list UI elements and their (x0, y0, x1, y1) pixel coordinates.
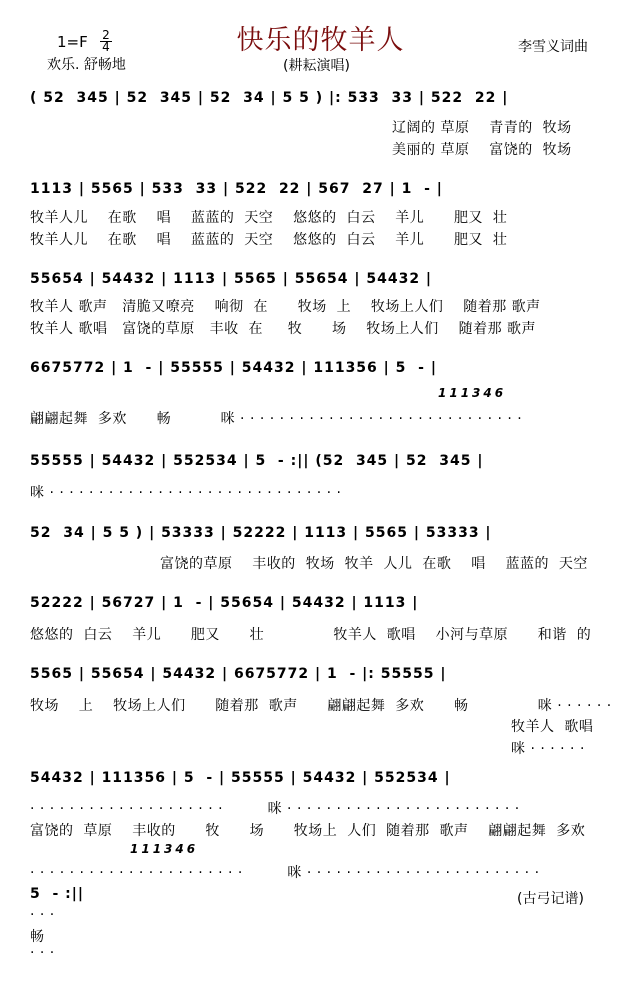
lyric-line: 辽阔的 草原 青青的 牧场 (392, 120, 572, 136)
notation-line: 55555 | 54432 | 552534 | 5 - :|| (52 345 | 52 345 | (30, 453, 484, 469)
time-signature-bottom: 4 (100, 41, 112, 53)
lyric-line: 翩翩起舞 多欢 畅 咪 · · · · · · · · · · · · · · · · · · · · · · · · · · · · · (30, 411, 523, 427)
notation-line: 54432 | 111356 | 5 - | 55555 | 54432 | 552534 | (30, 770, 451, 786)
notation-line: 1113 | 5565 | 533 33 | 522 22 | 567 27 | 1 - | (30, 181, 443, 197)
lyric-line: 富饶的 草原 丰收的 牧 场 牧场上 人们 随着那 歌声 翩翩起舞 多欢 (30, 823, 586, 839)
lyric-line: 牧羊人 歌唱 富饶的草原 丰收 在 牧 场 牧场上人们 随着那 歌声 (30, 321, 537, 337)
notation-line: 6675772 | 1 - | 55555 | 54432 | 111356 | 5 - | (30, 360, 437, 376)
lyric-line: 牧场 上 牧场上人们 随着那 歌声 翩翩起舞 多欢 畅 咪 · · · · · · (30, 698, 612, 714)
notation-line: 5565 | 55654 | 54432 | 6675772 | 1 - |: 55555 | (30, 666, 447, 682)
time-signature-top: 2 (102, 28, 110, 42)
dotted-line: · · · (30, 945, 55, 961)
dotted-line: · · · · · · · · · · · · · · · · · · · · 咪 · · · · · · · · · · · · · · · · · · · · · · · · (30, 801, 520, 817)
lyric-line: 美丽的 草原 富饶的 牧场 (392, 142, 572, 158)
notation-line: 52222 | 56727 | 1 - | 55654 | 54432 | 1113 | (30, 595, 419, 611)
lyric-line: 牧羊人儿 在歌 唱 蓝蓝的 天空 悠悠的 白云 羊儿 肥又 壮 (30, 232, 508, 248)
alt-notation: 111346 (130, 842, 199, 856)
lyric-line-extra: 咪 · · · · · · (511, 741, 585, 757)
key-signature: 1=F (57, 33, 88, 51)
lyric-line: 咪 · · · · · · · · · · · · · · · · · · · · · · · · · · · · · · (30, 485, 342, 501)
lyric-line: 牧羊人 歌声 清脆又嘹亮 响彻 在 牧场 上 牧场上人们 随着那 歌声 (30, 299, 541, 315)
notation-line: 55654 | 54432 | 1113 | 5565 | 55654 | 54432 | (30, 271, 433, 287)
tempo-marking: 欢乐. 舒畅地 (47, 57, 126, 73)
lyric-line: 富饶的草原 丰收的 牧场 牧羊 人儿 在歌 唱 蓝蓝的 天空 (160, 556, 588, 572)
lyric-line: 悠悠的 白云 羊儿 肥又 壮 牧羊人 歌唱 小河与草原 和谐 的 (30, 627, 592, 643)
notation-line: ( 52 345 | 52 345 | 52 34 | 5 5 ) |: 533 33 | 522 22 | (30, 90, 509, 106)
lyric-line-extra: 牧羊人 歌唱 (511, 719, 594, 735)
singer-credit: (耕耘演唱) (283, 58, 350, 74)
alt-notation: 111346 (438, 386, 507, 400)
lyric-line: 牧羊人儿 在歌 唱 蓝蓝的 天空 悠悠的 白云 羊儿 肥又 壮 (30, 210, 508, 226)
dotted-line: · · · (30, 907, 55, 923)
lyric-line: 畅 (30, 929, 45, 945)
song-title: 快乐的牧羊人 (236, 25, 405, 56)
author-credit: 李雪义词曲 (518, 39, 588, 55)
notation-line: 5 - :|| (30, 886, 84, 902)
notation-line: 52 34 | 5 5 ) | 53333 | 52222 | 1113 | 5565 | 53333 | (30, 525, 492, 541)
transcriber-credit: (古弓记谱) (517, 891, 584, 907)
dotted-line: · · · · · · · · · · · · · · · · · · · · · · 咪 · · · · · · · · · · · · · · · · · · · · · · · · (30, 865, 540, 881)
